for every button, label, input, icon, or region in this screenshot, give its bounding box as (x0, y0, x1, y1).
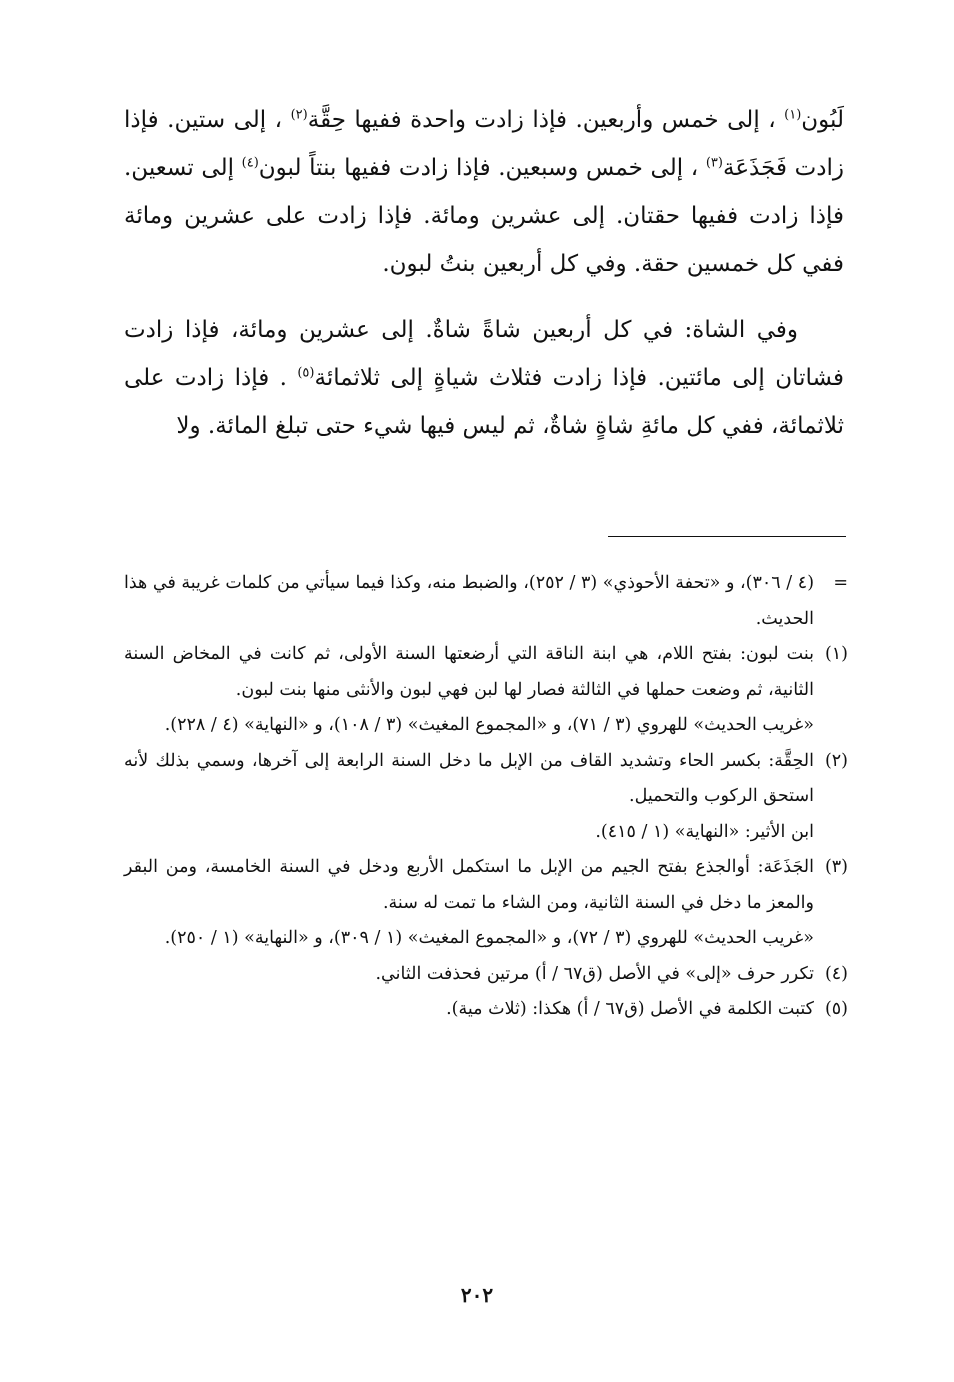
footnote-ref-3[interactable]: (٣) (705, 155, 723, 171)
text-segment: لَبُون (801, 107, 845, 133)
text-segment: وفي الشاة: في كل أربعين شاةً شاةٌ. إلى عشرين ومائة، فإذا زادت فشاتان إلى مائتين. فإذا زادت فثلاث شياةٍ إلى ثلاثمائة (124, 317, 845, 391)
footnote-number: (٣) (824, 857, 848, 877)
footnote-5 (124, 992, 848, 1028)
footnote-text: الجَذَعَة: أوالجذع بفتح الجيم من الإبل ما استكمل الأربع ودخل في السنة الخامسة، ومن البقر والمعز ما دخل في السنة الثانية، ومن الشاء ما تمت له سنة. (124, 857, 814, 913)
footnote-4 (124, 957, 848, 993)
footnote-source: «غريب الحديث» للهروي (٣ / ٧٢)، و «المجموع المغيث» (١ / ٣٠٩)، و «النهاية» (١ / ٢٥٠). (164, 928, 814, 948)
page-number: ٢٠٢ (460, 1283, 494, 1307)
text-segment: ، إلى خمس وأربعين. فإذا زادت واحدة ففيها حِقَّة (307, 107, 785, 133)
text-segment: . فإذا زادت على ثلاثمائة، ففي كل مائةِ شاةٍ شاةٌ، ثم ليس فيها شيء حتى تبلغ المائة. ولا (124, 365, 844, 439)
text-segment: إلى تسعين. فإذا زادت ففيها حقتان. إلى عشرين ومائة. فإذا زادت على عشرين ومائة ففي كل خمسين حقة. وفي كل أربعين بنتُ لبون. (124, 155, 844, 277)
paragraph-sheep (124, 306, 844, 450)
footnote-ref-5[interactable]: (٥) (297, 365, 315, 381)
main-text (124, 96, 844, 450)
footnote-number: (٥) (824, 999, 848, 1019)
footnote-3 (124, 850, 848, 957)
text-segment: ، إلى خمس وسبعين. فإذا زادت ففيها بنتاً لبون (258, 155, 706, 181)
footnote-1 (124, 637, 848, 744)
footnote-number: (٤) (824, 963, 848, 984)
footnote-text: تكرر حرف «إلى» في الأصل (ق٦٧ / أ) مرتين فحذفت الثاني. (375, 963, 814, 984)
footnote-source: «غريب الحديث» للهروي (٣ / ٧١)، و «المجموع المغيث» (٣ / ١٠٨)، و «النهاية» (٤ / ٢٢٨). (164, 715, 814, 735)
footnote-text: بنت لبون: بفتح اللام، هي ابنة الناقة التي أرضعتها السنة الأولى، ثم كانت في المخاض السنة الثانية، ثم وضعت حملها في الثالثة فصار لها لبن فهي لبون والأنثى منها بنت لبون. (124, 644, 814, 700)
footnote-continuation (124, 566, 848, 637)
footnote-ref-1[interactable]: (١) (784, 107, 802, 123)
footnote-text: (٤ / ٣٠٦)، و «تحفة الأحوذي» (٣ / ٢٥٢)، والضبط منه، وكذا فيما سيأتي من كلمات غريبة في هذا الحديث. (124, 573, 815, 629)
footnotes (124, 566, 848, 1028)
footnote-number: (٢) (824, 750, 848, 771)
footnote-2 (124, 744, 848, 851)
footnote-source: ابن الأثير: «النهاية» (١ / ٤١٥). (595, 821, 814, 842)
footnote-text: الحِقَّة: بكسر الحاء وتشديد القاف من الإبل ما دخل السنة الرابعة إلى آخرها، وسمي بذلك لأنه استحق الركوب والتحميل. (124, 750, 814, 806)
footnote-number: (١) (824, 644, 848, 664)
paragraph-camels (124, 96, 844, 288)
footnote-ref-2[interactable]: (٢) (290, 107, 308, 123)
continuation-marker: = (833, 573, 848, 593)
text-segment: ، إلى ستين. فإذا زادت فَجَذَعَة (124, 107, 844, 181)
footnote-divider (608, 536, 846, 537)
footnote-ref-4[interactable]: (٤) (241, 155, 259, 171)
footnote-text: كتبت الكلمة في الأصل (ق٦٧ / أ) هكذا: (ثلاث مية). (446, 999, 814, 1019)
